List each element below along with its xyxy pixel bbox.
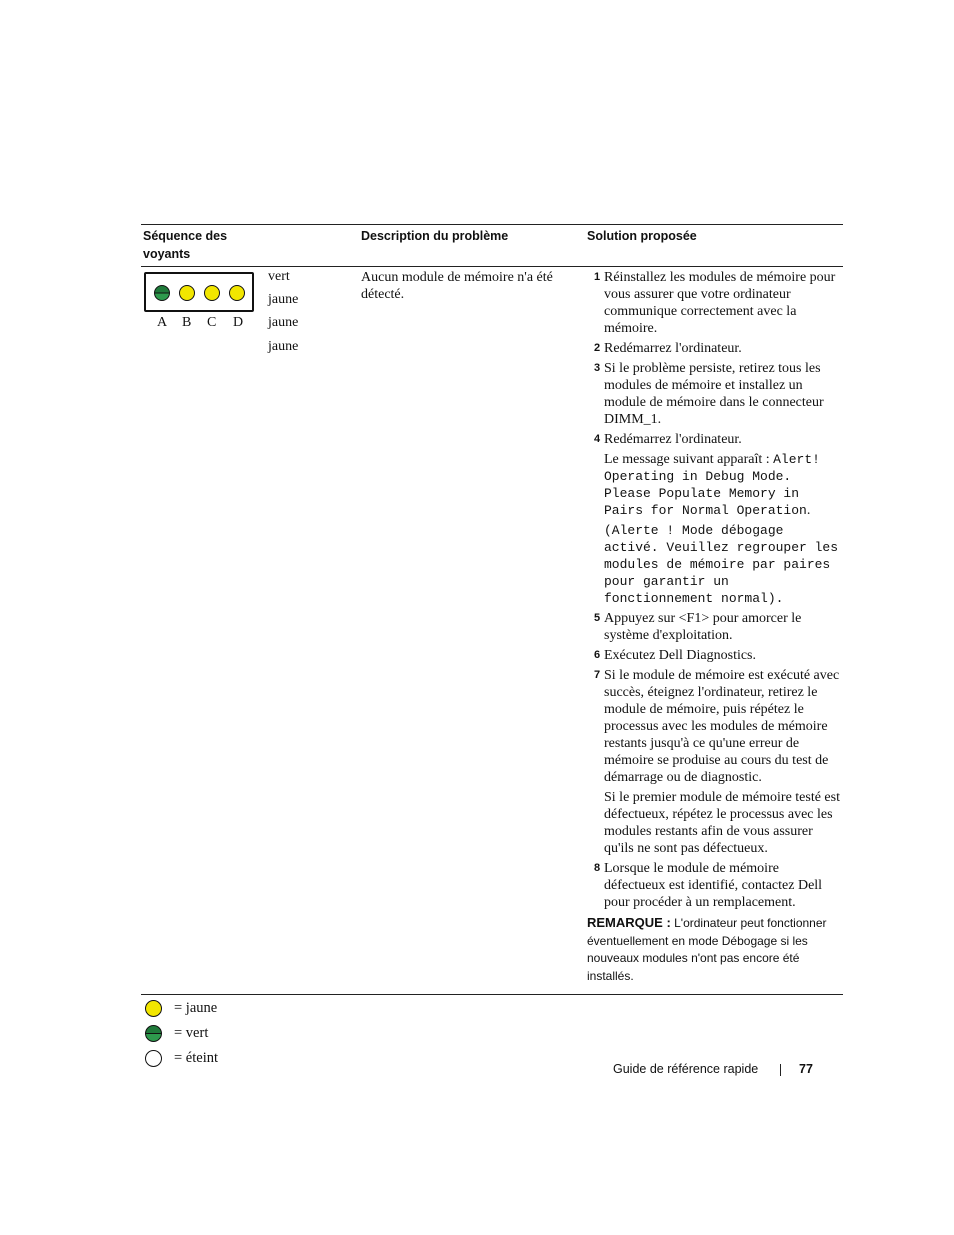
step-1: 1 Réinstallez les modules de mémoire pour vous assurer que votre ordinateur communique correctement avec la mémoire. [594, 270, 836, 336]
led-b-yellow-icon [179, 285, 195, 301]
problem-description: Aucun module de mémoire n'a été détecté. [361, 270, 553, 302]
note [587, 914, 843, 985]
led-b-color: jaune [268, 292, 299, 307]
led-d-color: jaune [268, 339, 299, 354]
step-4-message: Le message suivant apparaît : Alert! Operating in Debug Mode. Please Populate Memory in Pairs for Normal Operation. [604, 452, 820, 518]
step-7: 7 Si le module de mémoire est exécuté avec succès, éteignez l'ordinateur, retirez le module de mémoire, puis répétez le processus avec les modules de mémoire restants jusqu'à ce qu'une erreur de mémoire se produise au cours du test de démarrage ou de diagnostic. [594, 668, 840, 785]
footer-separator [780, 1064, 781, 1076]
page-number: 77 [799, 1062, 813, 1076]
table-header-rule [141, 266, 843, 267]
led-d-yellow-icon [229, 285, 245, 301]
step-4: 4 Redémarrez l'ordinateur. [594, 432, 742, 447]
table-bottom-rule [141, 994, 843, 995]
led-letter-c: C [207, 315, 217, 330]
step-5: 5 Appuyez sur <F1> pour amorcer le système d'exploitation. [594, 611, 802, 643]
step-7-followup: Si le premier module de mémoire testé est défectueux, répétez le processus avec les modules restants afin de vous assurer qu'ils ne sont pas défectueux. [604, 790, 840, 856]
green-led-icon [145, 1025, 162, 1042]
step-2: 2 Redémarrez l'ordinateur. [594, 341, 742, 356]
step-4-translation: (Alerte ! Mode débogage activé. Veuillez regrouper les modules de mémoire par paires pour garantir un fonctionnement normal). [604, 523, 839, 606]
step-8: 8 Lorsque le module de mémoire défectueux est identifié, contactez Dell pour procéder à un remplacement. [594, 861, 823, 910]
led-c-color: jaune [268, 315, 299, 330]
led-a-green-icon [154, 285, 170, 301]
step-3: 3 Si le problème persiste, retirez tous les modules de mémoire et installez un module de mémoire dans le connecteur DIMM_1. [594, 361, 824, 427]
solution-steps [587, 269, 843, 985]
yellow-led-icon [145, 1000, 162, 1017]
table-top-rule [141, 224, 843, 225]
off-led-icon [145, 1050, 162, 1067]
footer-title: Guide de référence rapide [613, 1062, 759, 1076]
header-description: Description du problème [361, 229, 509, 243]
header-solution: Solution proposée [587, 229, 697, 243]
header-sequence: Séquence des voyants [143, 229, 228, 261]
note-label: REMARQUE : [587, 915, 671, 930]
step-6: 6 Exécutez Dell Diagnostics. [594, 648, 757, 663]
diagnostic-led-panel [144, 272, 254, 312]
led-a-color: vert [268, 269, 290, 284]
led-letter-b: B [182, 315, 192, 330]
led-letter-a: A [157, 315, 168, 330]
led-letter-d: D [233, 315, 244, 330]
led-c-yellow-icon [204, 285, 220, 301]
note-text: L'ordinateur peut fonctionner éventuellement en mode Débogage si les nouveaux modules n'ont pas encore été installés. [587, 916, 827, 983]
